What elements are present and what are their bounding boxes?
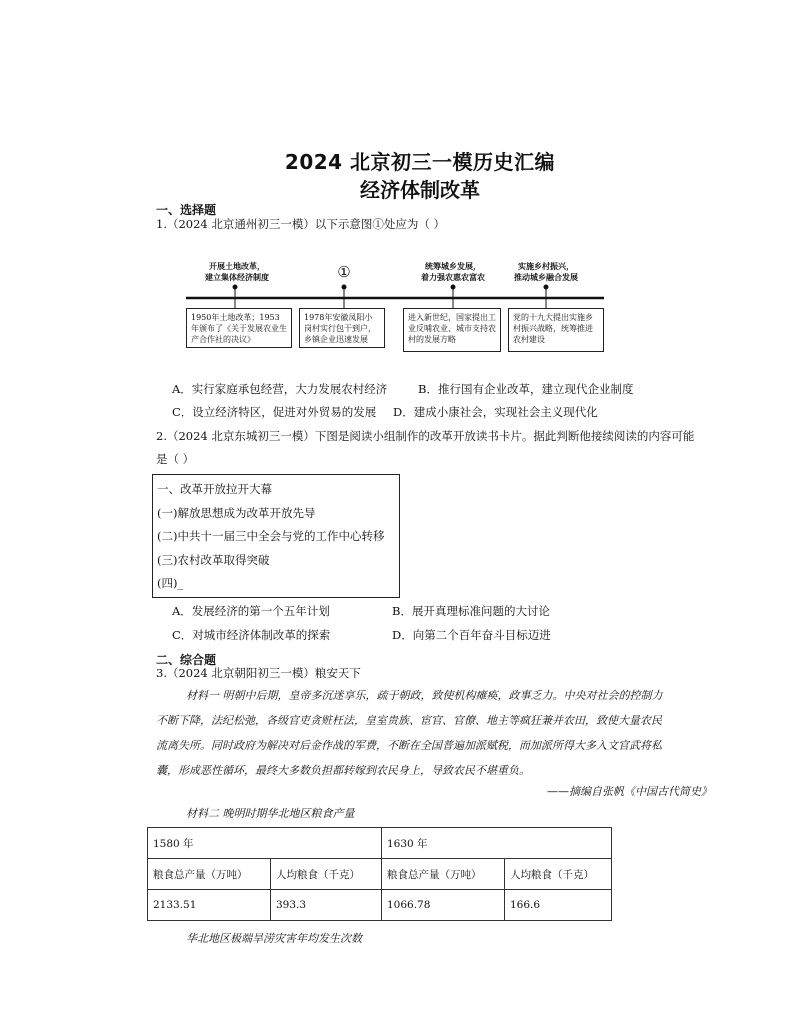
card-line-1: 一、改革开放拉开大幕 [157, 482, 272, 496]
material1-line-4: 囊，形成恶性循环，最终大多数负担都转嫁到农民身上，导致农民不堪重负。 [156, 764, 530, 777]
table-cell-1: 2133.51 [148, 890, 271, 921]
grain-table [147, 827, 612, 921]
card-line-2: (一)解放思想成为改革开放先导 [157, 506, 316, 520]
timeline-dot-3 [451, 285, 456, 290]
q1-option-c[interactable]: C．设立经济特区，促进对外贸易的发展 [172, 405, 377, 419]
table-header-4: 人均粮食（千克） [505, 859, 612, 890]
page-title: 2024 北京初三一模历史汇编 [284, 150, 556, 174]
after-table-caption: 华北地区极端旱涝灾害年均发生次数 [186, 932, 362, 945]
table-cell-4: 166.6 [505, 890, 612, 921]
table-row [148, 859, 612, 890]
table-header-1: 粮食总产量（万吨） [148, 859, 271, 890]
timeline-box-3: 进入新世纪，国家提出工业反哺农业、城市支持农村的发展方略 [403, 308, 501, 352]
q2-option-b[interactable]: B．展开真理标准问题的大讨论 [392, 604, 550, 618]
q1-option-d[interactable]: D．建成小康社会，实现社会主义现代化 [393, 405, 598, 419]
table-row [148, 890, 612, 921]
material1-source: ——摘编自张帆《中国古代简史》 [547, 785, 712, 798]
q3-material1 [156, 683, 716, 783]
q1-option-a[interactable]: A．实行家庭承包经营，大力发展农村经济 [172, 382, 388, 396]
card-line-3: (二)中共十一届三中全会与党的工作中心转移 [157, 529, 385, 543]
q2-stem-line2: 是（ ） [156, 452, 195, 466]
table-cell-2: 393.3 [271, 890, 382, 921]
section-choice-label: 一、选择题 [156, 203, 217, 217]
q2-option-a[interactable]: A．发展经济的第一个五年计划 [172, 604, 330, 618]
timeline-box-4: 党的十九大提出实施乡村振兴战略，统筹推进农村建设 [508, 308, 604, 352]
timeline-dot-2 [342, 285, 347, 290]
table-year-1580: 1580 年 [148, 828, 382, 859]
table-cell-3: 1066.78 [382, 890, 505, 921]
card-line-5: (四)_ [157, 576, 184, 590]
material1-line-1: 材料一 明朝中后期，皇帝多沉迷享乐，疏于朝政，致使机构瘫痪，政事乏力。中央对社会的控制力 [186, 689, 663, 702]
table-year-1630: 1630 年 [382, 828, 612, 859]
q2-option-d[interactable]: D．向第二个百年奋斗目标迈进 [392, 628, 551, 642]
q2-option-c[interactable]: C．对城市经济体制改革的探索 [172, 628, 331, 642]
timeline-box-2: 1978年安徽凤阳小岗村实行包干到户，乡镇企业迅速发展 [299, 308, 385, 348]
timeline-top-label-1: 开展土地改革， 建立集体经济制度 [205, 261, 269, 282]
timeline-top-label-4: 实施乡村振兴， 推动城乡融合发展 [514, 261, 578, 282]
section-comprehensive-label: 二、综合题 [156, 653, 217, 667]
table-header-3: 粮食总产量（万吨） [382, 859, 505, 890]
table-header-2: 人均粮食（千克） [271, 859, 382, 890]
q2-reading-card [152, 474, 400, 598]
timeline-dot-4 [544, 285, 549, 290]
material2-title: 材料二 晚明时期华北地区粮食产量 [186, 807, 355, 820]
card-line-4: (三)农村改革取得突破 [157, 553, 270, 567]
timeline-dot-1 [233, 285, 238, 290]
q1-stem: 1.（2024 北京通州初三一模）以下示意图①处应为（ ） [156, 217, 446, 231]
q3-stem: 3.（2024 北京朝阳初三一模）粮安天下 [156, 666, 361, 680]
q1-option-b[interactable]: B．推行国有企业改革，建立现代企业制度 [418, 382, 634, 396]
timeline-top-label-3: 统筹城乡发展， 着力强农惠农富农 [421, 261, 485, 282]
material1-line-2: 不断下降，法纪松弛，各级官吏贪赃枉法，皇室贵族、宦官、官僚、地主等疯狂兼并农田，致使大量农民 [156, 714, 662, 727]
q2-stem-line1: 2.（2024 北京东城初三一模）下图是阅读小组制作的改革开放读书卡片。据此判断他接续阅读的内容可能 [156, 429, 695, 443]
q1-timeline-diagram [180, 250, 610, 360]
material1-line-3: 流离失所。同时政府为解决对后金作战的军费，不断在全国普遍加派赋税，而加派所得大多入文官武将私 [156, 739, 662, 752]
timeline-box-1: 1950年土地改革；1953年颁布了《关于发展农业生产合作社的决议》 [186, 308, 292, 348]
timeline-top-label-2: ① [337, 263, 351, 281]
page-subtitle: 经济体制改革 [360, 178, 480, 202]
table-row [148, 828, 612, 859]
